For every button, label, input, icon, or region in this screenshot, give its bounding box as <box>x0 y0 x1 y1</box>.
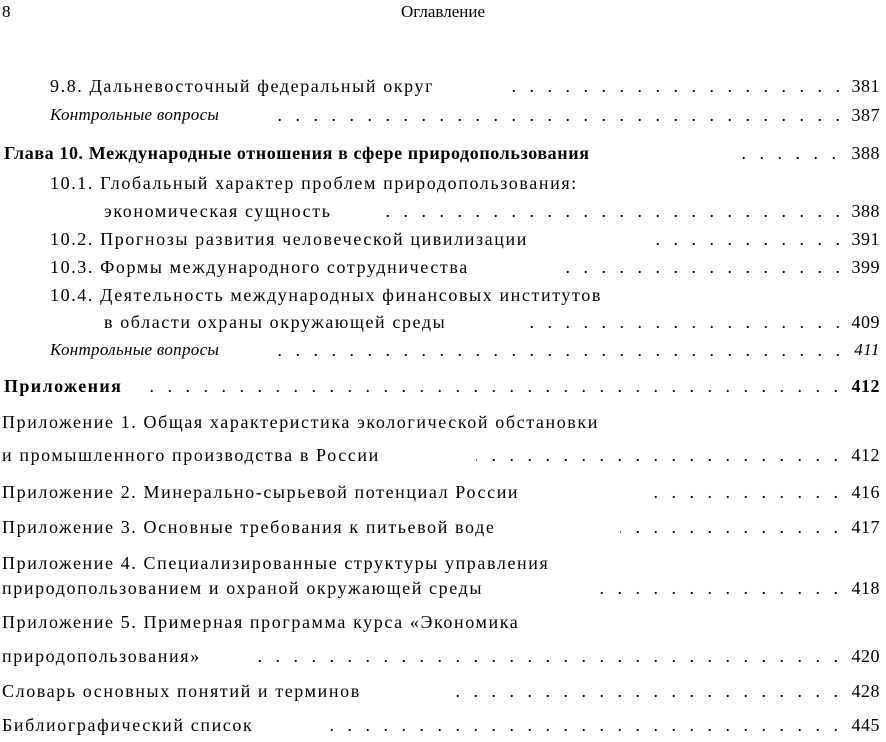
toc-entry-title-line-1: Приложение 4. Специализированные структуры управления <box>2 553 550 573</box>
toc-entry-title: Приложения <box>4 376 123 396</box>
dot-leader <box>642 229 840 253</box>
toc-entry-title: 9.8. Дальневосточный федеральный округ <box>50 76 435 96</box>
toc-page-number: 391 <box>848 229 881 250</box>
toc-entry-title-line-1: Приложение 1. Общая характеристика экологической обстановки <box>2 412 599 432</box>
toc-entry-title: Словарь основных понятий и терминов <box>2 681 361 701</box>
toc-entry-title-line-1: Приложение 5. Примерная программа курса «Экономика <box>2 612 520 632</box>
dot-leader <box>140 376 838 400</box>
toc-entry-title: Контрольные вопросы <box>50 105 220 124</box>
toc-page-number: 388 <box>848 143 881 164</box>
dot-leader <box>264 340 840 364</box>
toc-entry-title: Приложение 2. Минерально-сырьевой потенциал России <box>2 482 520 502</box>
dot-leader <box>526 312 840 336</box>
dot-leader <box>600 578 838 602</box>
toc-entry-title: Приложение 3. Основные требования к питьевой воде <box>2 517 496 537</box>
toc-page-number: 387 <box>848 105 881 126</box>
toc-page-number: 445 <box>848 715 881 736</box>
toc-entry-title-line-1: 10.4. Деятельность международных финансовых институтов <box>50 285 602 305</box>
toc-page-number: 381 <box>848 76 881 97</box>
toc-page-number: 416 <box>848 482 881 503</box>
toc-page-number: 409 <box>848 312 881 333</box>
toc-entry-title: 10.2. Прогнозы развития человеческой цивилизации <box>50 229 528 249</box>
toc-entry-title: Контрольные вопросы <box>50 340 220 359</box>
running-title: Оглавление <box>401 2 485 21</box>
toc-page-number: 388 <box>848 201 881 222</box>
toc-entry-title-line-2: и промышленного производства в России <box>2 445 380 465</box>
toc-entry-title-line-2: природопользования» <box>2 646 201 666</box>
dot-leader <box>498 76 840 100</box>
toc-page-number: 428 <box>848 681 881 702</box>
dot-leader <box>564 257 840 281</box>
toc-entry-title-line-2: в области охраны окружающей среды <box>104 312 447 332</box>
dot-leader <box>476 445 838 469</box>
toc-entry-title-line-1: 10.1. Глобальный характер проблем природопользования: <box>50 173 578 193</box>
dot-leader <box>652 482 838 506</box>
toc-page-number: 418 <box>848 578 881 599</box>
dot-leader <box>318 715 838 739</box>
toc-entry-title: Библиографический список <box>2 715 254 735</box>
toc-page-number: 411 <box>850 340 880 360</box>
toc-entry-title-line-2: экономическая сущность <box>104 201 332 221</box>
page-number: 8 <box>2 2 11 21</box>
page-header <box>0 0 886 28</box>
toc-entry-title-line-2: природопользованием и охраной окружающей среды <box>2 578 484 598</box>
toc-entry-title: 10.3. Формы международного сотрудничества <box>50 257 469 277</box>
dot-leader <box>742 143 836 167</box>
dot-leader <box>452 681 838 705</box>
dot-leader <box>252 646 838 670</box>
toc-entry-title: Глава 10. Международные отношения в сфере природопользования <box>4 143 590 163</box>
toc-page-number: 412 <box>848 445 881 466</box>
toc-page-number: 420 <box>848 646 881 667</box>
dot-leader <box>620 517 838 541</box>
toc-page-number: 412 <box>848 376 881 397</box>
dot-leader <box>264 105 840 129</box>
toc-page-number: 417 <box>848 517 881 538</box>
toc-page-number: 399 <box>848 257 881 278</box>
dot-leader <box>386 201 840 225</box>
